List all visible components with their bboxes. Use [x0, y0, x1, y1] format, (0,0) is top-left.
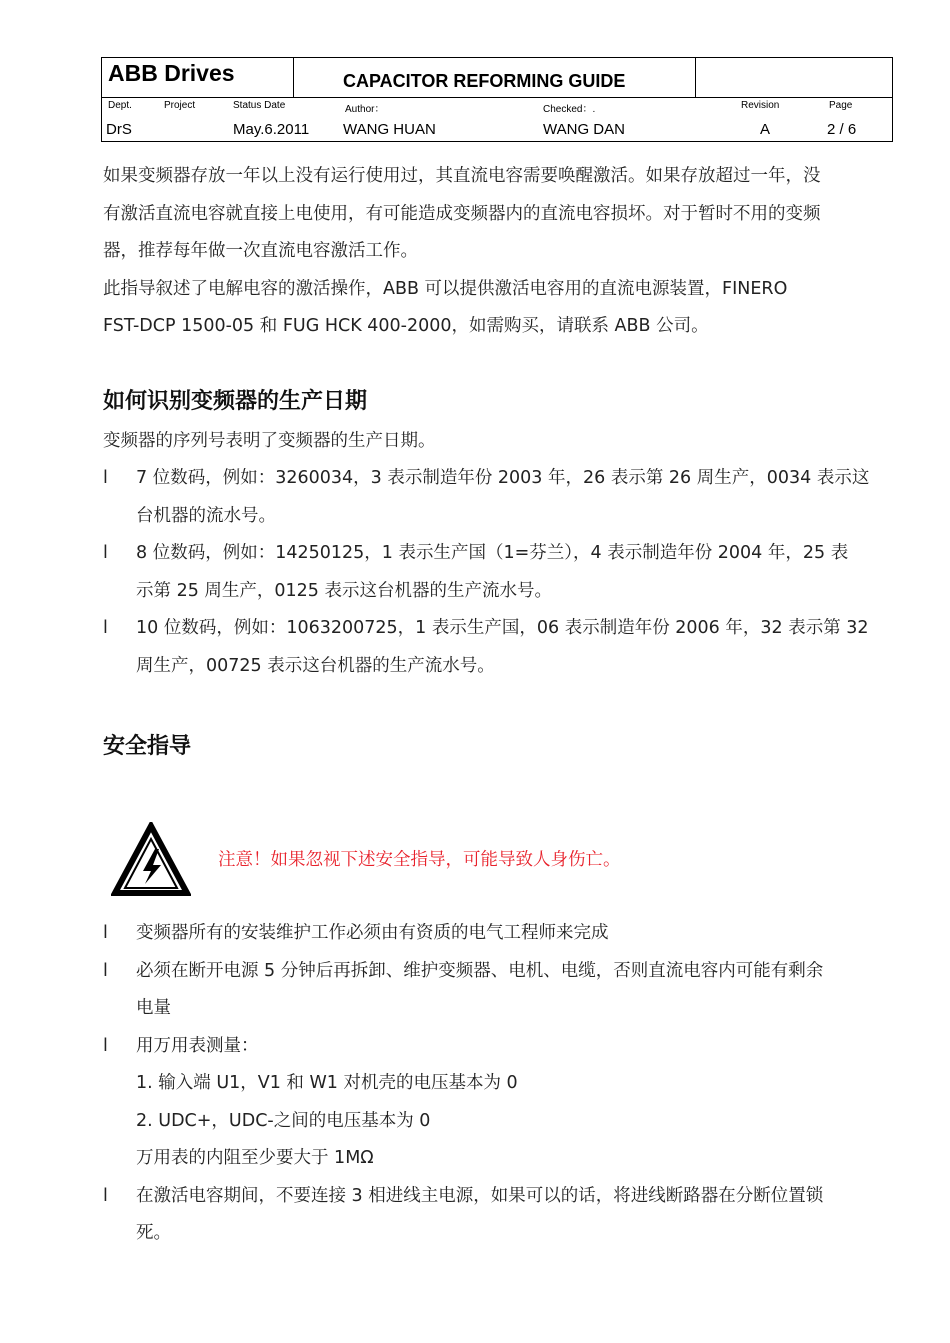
list-item-text: 变频器所有的安装维护工作必须由有资质的电气工程师来完成 [136, 923, 609, 943]
dept-value: DrS [106, 121, 132, 138]
list-item [103, 1178, 895, 1253]
page-number: 2 / 6 [827, 121, 857, 138]
bullet-mark: l [103, 1185, 108, 1206]
intro-line: 此指导叙述了电解电容的激活操作，ABB 可以提供激活电容用的直流电源装置，FINERO [103, 278, 788, 299]
list-item-text: 台机器的流水号。 [136, 505, 276, 526]
document-header [101, 57, 893, 142]
list-item [103, 535, 895, 610]
bullet-mark: l [103, 543, 108, 563]
header-blank-cell [696, 58, 893, 98]
project-label: Project [164, 100, 196, 111]
status-date-label: Status Date [233, 100, 286, 111]
list-item-text: 必须在断开电源 5 分钟后再拆卸、维护变频器、电机、电缆，否则直流电容内可能有剩余 [136, 960, 824, 981]
list-item [103, 915, 895, 953]
list-item-text: 用万用表测量： [136, 1035, 259, 1056]
author-label: Author： [345, 104, 385, 115]
section-heading-safety: 安全指导 [103, 734, 192, 759]
list-item-text: 7 位数码，例如：3260034，3 表示制造年份 2003 年，26 表示第 26 周生产，0034 表示这 [136, 468, 870, 488]
list-item-text: 周生产，00725 表示这台机器的生产流水号。 [136, 655, 495, 676]
bullet-mark: l [103, 960, 108, 981]
intro-line: 如果变频器存放一年以上没有运行使用过，其直流电容需要唤醒激活。如果存放超过一年，没 [103, 166, 821, 186]
warning-text: 注意！如果忽视下述安全指导，可能导致人身伤亡。 [218, 850, 621, 870]
list-item [103, 1028, 895, 1066]
revision-label: Revision [741, 100, 780, 111]
meter-note: 万用表的内阻至少要大于 1MΩ [136, 1148, 374, 1168]
intro-line: FST-DCP 1500-05 和 FUG HCK 400-2000，如需购买，请联系 ABB 公司。 [103, 316, 709, 336]
list-item-text: 在激活电容期间，不要连接 3 相进线主电源，如果可以的话，将进线断路器在分断位置锁 [136, 1185, 824, 1206]
section-heading-production-date: 如何识别变频器的生产日期 [103, 388, 368, 414]
list-item [103, 460, 895, 535]
company-logo: ABB Drives [102, 58, 294, 98]
intro-line: 器，推荐每年做一次直流电容激活工作。 [103, 241, 418, 261]
checked-label: Checked：. [543, 104, 596, 115]
bullet-mark: l [103, 1035, 108, 1056]
document-body [103, 158, 895, 760]
bullet-mark: l [103, 618, 108, 638]
numbered-item: 1. 输入端 U1，V1 和 W1 对机壳的电压基本为 0 [136, 1073, 518, 1093]
list-item-text: 10 位数码，例如：1063200725，1 表示生产国，06 表示制造年份 2006 年，32 表示第 32 [136, 618, 869, 638]
list-item [103, 953, 895, 1028]
list-item-text: 死。 [136, 1223, 171, 1243]
page-label: Page [829, 100, 853, 111]
intro-line: 有激活直流电容就直接上电使用，有可能造成变频器内的直流电容损坏。对于暂时不用的变频 [103, 203, 821, 224]
safety-warning [111, 822, 711, 897]
date-value: May.6.2011 [233, 121, 310, 138]
author-value: WANG HUAN [343, 121, 436, 138]
dept-label: Dept. [108, 100, 132, 111]
safety-list [103, 915, 895, 1253]
list-item [103, 610, 895, 685]
high-voltage-warning-icon [111, 822, 191, 897]
list-item-text: 电量 [136, 998, 171, 1018]
checked-value: WANG DAN [543, 121, 625, 138]
numbered-item: 2. UDC+，UDC-之间的电压基本为 0 [136, 1110, 431, 1131]
revision-value: A [760, 121, 771, 138]
list-item-text: 8 位数码，例如：14250125，1 表示生产国（1=芬兰），4 表示制造年份 2004 年，25 表 [136, 543, 849, 563]
bullet-mark: l [103, 468, 108, 488]
document-title: CAPACITOR REFORMING GUIDE [294, 58, 696, 98]
bullet-mark: l [103, 923, 108, 943]
list-item-text: 示第 25 周生产，0125 表示这台机器的生产流水号。 [136, 580, 552, 601]
section-lead: 变频器的序列号表明了变频器的生产日期。 [103, 430, 436, 451]
